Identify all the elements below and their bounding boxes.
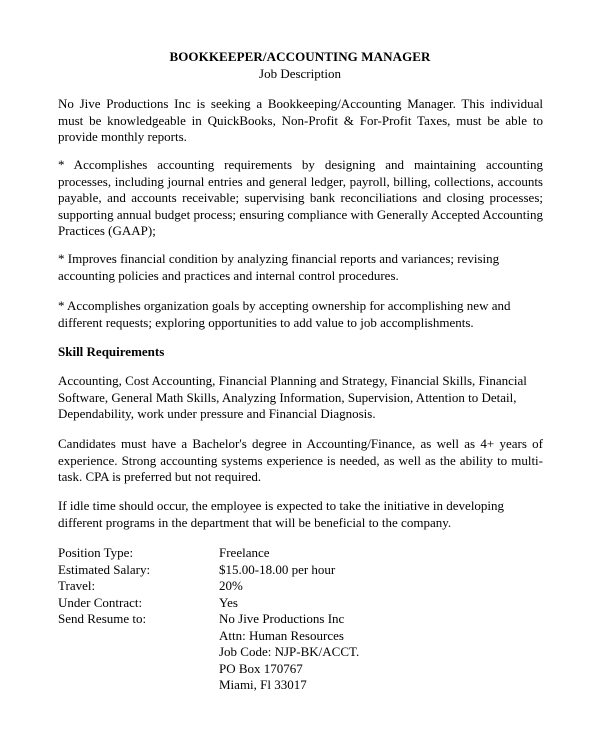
- skills-paragraph: Accounting, Cost Accounting, Financial Planning and Strategy, Financial Skills, Financial Software, General Math Skills, Analyzing Information, Supervision, Attention to Detail, Dependability, work under pressure and Financial Diagnosis.: [58, 373, 527, 421]
- detail-label: Estimated Salary:: [58, 561, 151, 577]
- detail-label: [58, 628, 219, 645]
- detail-label: Position Type:: [58, 545, 134, 560]
- detail-label: Under Contract:: [58, 594, 143, 610]
- detail-row: [58, 545, 543, 562]
- detail-row: [58, 628, 543, 645]
- skills-heading: Skill Requirements: [58, 344, 165, 359]
- detail-row: [58, 677, 543, 694]
- responsibility-bullet-3: * Accomplishes organization goals by accepting ownership for accomplishing new and different requests; exploring opportunities to add value to job accomplishments.: [58, 298, 511, 330]
- education-paragraph: Candidates must have a Bachelor's degree in Accounting/Finance, as well as 4+ years of experience. Strong accounting systems experience is needed, as well as the ability to multi-task. CPA is preferred but not required.: [58, 436, 543, 484]
- detail-row: [58, 595, 543, 612]
- detail-value: Miami, Fl 33017: [219, 677, 307, 692]
- responsibility-bullet-2: * Improves financial condition by analyzing financial reports and variances; revising accounting policies and practices and internal control procedures.: [58, 251, 500, 283]
- detail-label: [58, 677, 219, 694]
- responsibility-bullet-1: * Accomplishes accounting requirements by designing and maintaining accounting processes, including journal entries and general ledger, payroll, billing, collections, accounts payable, and accounts receivable; supervising bank reconciliations and closing processes; supporting annual budget process; ensuring compliance with Generally Accepted Accounting Practices (GAAP);: [58, 157, 543, 238]
- detail-row: [58, 661, 543, 678]
- detail-label: [58, 661, 219, 678]
- idle-time-paragraph: If idle time should occur, the employee is expected to take the initiative in developing different programs in the department that will be beneficial to the company.: [58, 498, 505, 530]
- detail-label: [58, 644, 219, 661]
- detail-value: Freelance: [219, 545, 270, 560]
- detail-value: 20%: [219, 578, 243, 593]
- detail-row: [58, 562, 543, 579]
- detail-row: [58, 644, 543, 661]
- detail-label: Travel:: [58, 578, 96, 593]
- detail-value: Job Code: NJP-BK/ACCT.: [219, 644, 360, 659]
- intro-paragraph: No Jive Productions Inc is seeking a Bookkeeping/Accounting Manager. This individual must be knowledgeable in QuickBooks, Non-Profit & For-Profit Taxes, must be able to provide monthly reports.: [58, 96, 543, 144]
- detail-row: [58, 578, 543, 595]
- detail-value: $15.00-18.00 per hour: [219, 561, 336, 577]
- detail-value: Attn: Human Resources: [219, 627, 344, 643]
- detail-label: Send Resume to:: [58, 611, 147, 626]
- detail-value: PO Box 170767: [219, 660, 303, 676]
- detail-value: Yes: [219, 594, 238, 610]
- job-details-table: [58, 545, 543, 694]
- detail-row: [58, 611, 543, 628]
- document-title: BOOKKEEPER/ACCOUNTING MANAGER: [169, 49, 431, 64]
- document-subtitle: Job Description: [259, 66, 341, 81]
- detail-value: No Jive Productions Inc: [219, 611, 345, 626]
